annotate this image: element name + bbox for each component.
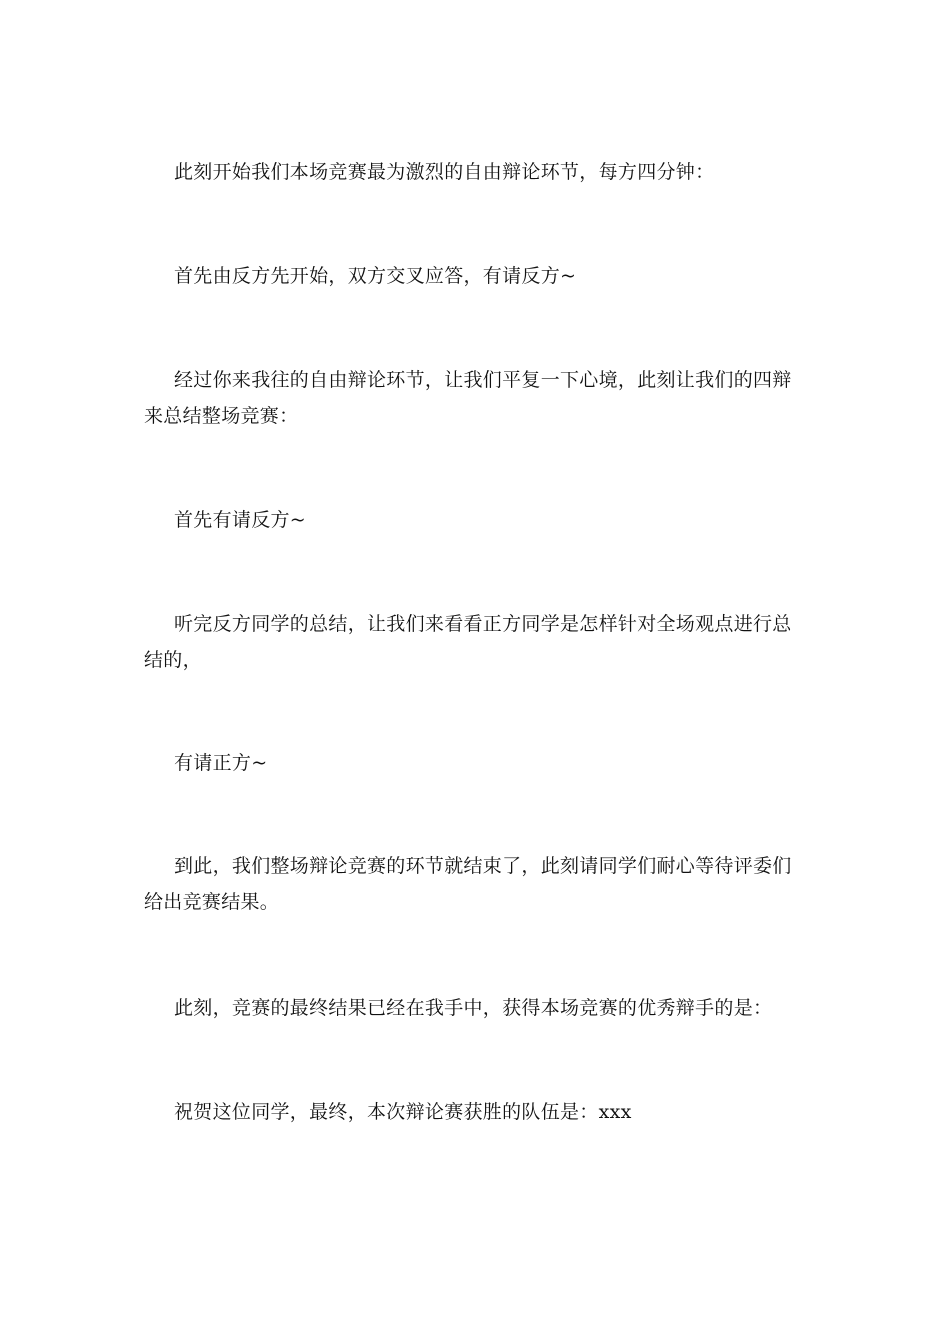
paragraph-debate-ended: 到此，我们整场辩论竞赛的环节就结束了，此刻请同学们耐心等待评委们给出竞赛结果。 [144, 855, 792, 913]
paragraph-opposing-first: 首先由反方先开始，双方交叉应答，有请反方~ [174, 265, 577, 287]
paragraph-invite-opposing: 首先有请反方~ [174, 509, 307, 531]
paragraph-free-debate-intro: 此刻开始我们本场竞赛最为激烈的自由辩论环节，每方四分钟： [174, 161, 715, 183]
paragraph-affirmative-summary-intro: 听完反方同学的总结，让我们来看看正方同学是怎样针对全场观点进行总结的， [144, 613, 792, 671]
paragraph-winning-team: 祝贺这位同学，最终，本次辩论赛获胜的队伍是：xxx [174, 1101, 632, 1123]
paragraph-best-debater: 此刻，竞赛的最终结果已经在我手中，获得本场竞赛的优秀辩手的是： [174, 997, 773, 1019]
paragraph-invite-affirmative: 有请正方~ [174, 752, 268, 774]
paragraph-summary-intro: 经过你来我往的自由辩论环节，让我们平复一下心境，此刻让我们的四辩来总结整场竞赛： [144, 369, 792, 427]
